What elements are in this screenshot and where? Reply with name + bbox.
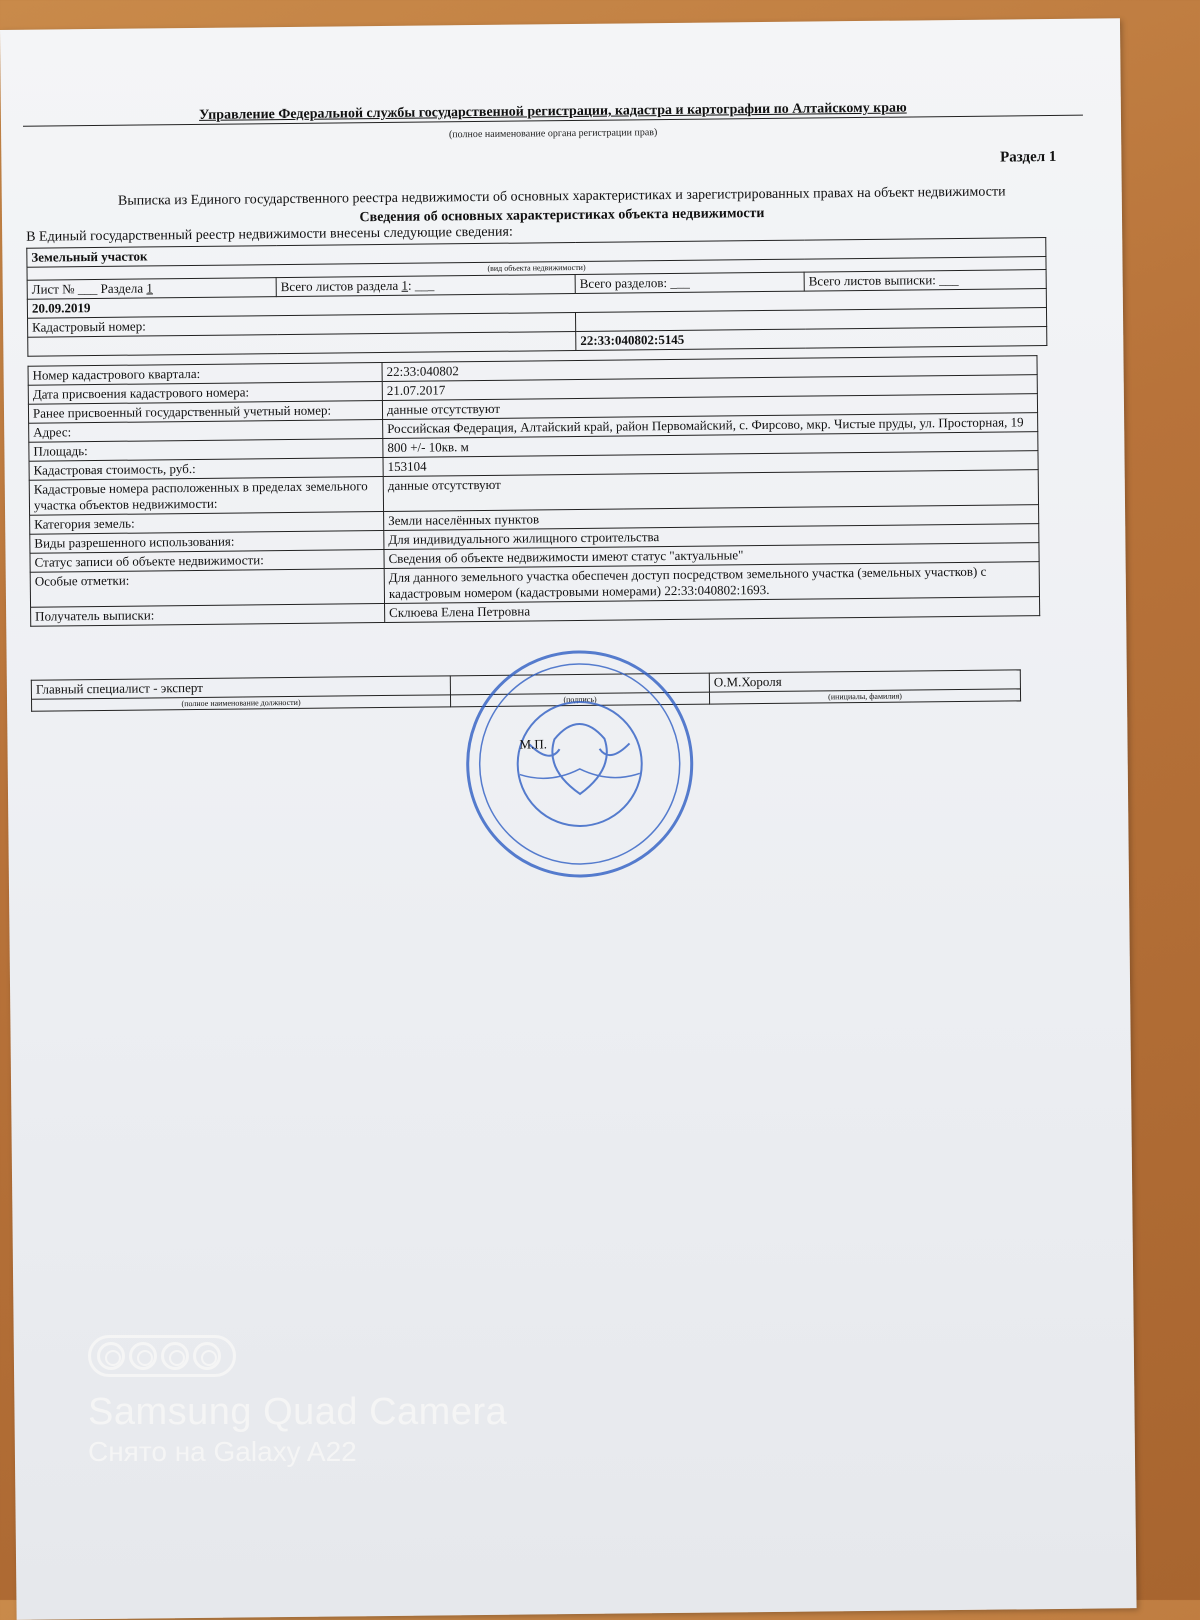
stamp-place-label: М.П. [519,736,548,752]
org-name: Управление Федеральной службы государственной регистрации, кадастра и картографии по Алтайскому краю [198,100,907,123]
characteristic-label: Площадь: [29,439,383,462]
document-title: Выписка из Единого государственного реестра недвижимости об основных характеристиках и зарегистрированных правах на объект недвижимости [117,184,1006,209]
characteristic-value: 22:33:040802 [382,356,1037,382]
cadastral-label: Кадастровый номер: [28,312,576,337]
sheet-number [27,278,276,300]
characteristic-value: 153104 [383,451,1038,477]
characteristic-value: 800 +/- 10кв. м [383,432,1038,458]
intro-text: В Единый государственный реестр недвижимости внесены следующие сведения: [26,224,513,245]
signer-name: О.М.Хороля [709,670,1020,692]
document-subtitle: Сведения об основных характеристиках объекта недвижимости [359,206,765,226]
characteristic-label: Категория земель: [30,512,384,535]
characteristic-label: Номер кадастрового квартала: [28,363,382,386]
characteristics-table [28,355,1041,627]
object-type-caption: (вид объекта недвижимости) [27,257,1046,281]
characteristic-value: Для данного земельного участка обеспечен доступ посредством земельного участка (земельных участков) с кадастровым номером (кадастровыми номерами) 22:33:040802:1693. [384,562,1039,604]
signer-position: Главный специалист - эксперт [31,676,450,699]
characteristic-label: Кадастровые номера расположенных в пределах земельного участка объектов недвижимости: [29,477,383,516]
section-label: Раздел 1 [999,148,1057,166]
cadastral-number: 22:33:040802:5145 [576,327,1047,351]
sheet-label: Лист № ___ Раздела [31,280,144,297]
official-seal-stamp [458,643,701,886]
characteristic-value: Склюева Елена Петровна [385,597,1040,623]
name-caption: (инициалы, фамилия) [709,689,1020,704]
total-sheets-value: 1 [401,277,409,293]
characteristic-label: Адрес: [29,420,383,443]
signature-caption: (подпись) [450,692,709,707]
total-sheets-label: Всего листов раздела [280,277,399,295]
total-extract-sheets: Всего листов выписки: ___ [804,270,1046,292]
characteristic-label: Дата присвоения кадастрового номера: [28,382,382,405]
characteristic-label: Особые отметки: [30,569,384,608]
org-caption: (полное наименование органа регистрации прав) [448,127,658,141]
total-sheets-suffix: : ___ [407,277,435,293]
characteristic-label: Кадастровая стоимость, руб.: [29,458,383,481]
characteristic-value: Для индивидуального жилищного строительства [384,524,1039,550]
quad-camera-icon [88,1335,236,1377]
characteristic-value: Российская Федерация, Алтайский край, район Первомайский, с. Фирсово, мкр. Чистые пруды, ул. Просторная, 19 [383,413,1038,439]
extract-date: 20.09.2019 [27,289,1046,319]
object-type: Земельный участок [27,238,1046,268]
characteristic-value: 21.07.2017 [382,375,1037,401]
object-header-table [26,237,1047,357]
characteristic-value: Сведения об объекте недвижимости имеют статус "актуальные" [384,543,1039,569]
characteristic-label: Получатель выписки: [31,604,385,627]
total-sections: Всего разделов: ___ [575,272,804,293]
watermark-line-1: Samsung Quad Camera [88,1391,508,1433]
watermark-line-2: Снято на Galaxy A22 [88,1436,357,1467]
sheet-section: 1 [146,280,153,296]
position-caption: (полное наименование должности) [32,695,451,711]
characteristic-label: Статус записи об объекте недвижимости: [30,550,384,573]
characteristic-label: Ранее присвоенный государственный учетный номер: [28,401,382,424]
characteristic-label: Виды разрешенного использования: [30,531,384,554]
characteristic-value: Земли населённых пунктов [384,505,1039,531]
camera-watermark [88,1335,507,1468]
characteristic-value: данные отсутствуют [382,394,1037,420]
characteristic-value: данные отсутствуют [383,470,1038,512]
